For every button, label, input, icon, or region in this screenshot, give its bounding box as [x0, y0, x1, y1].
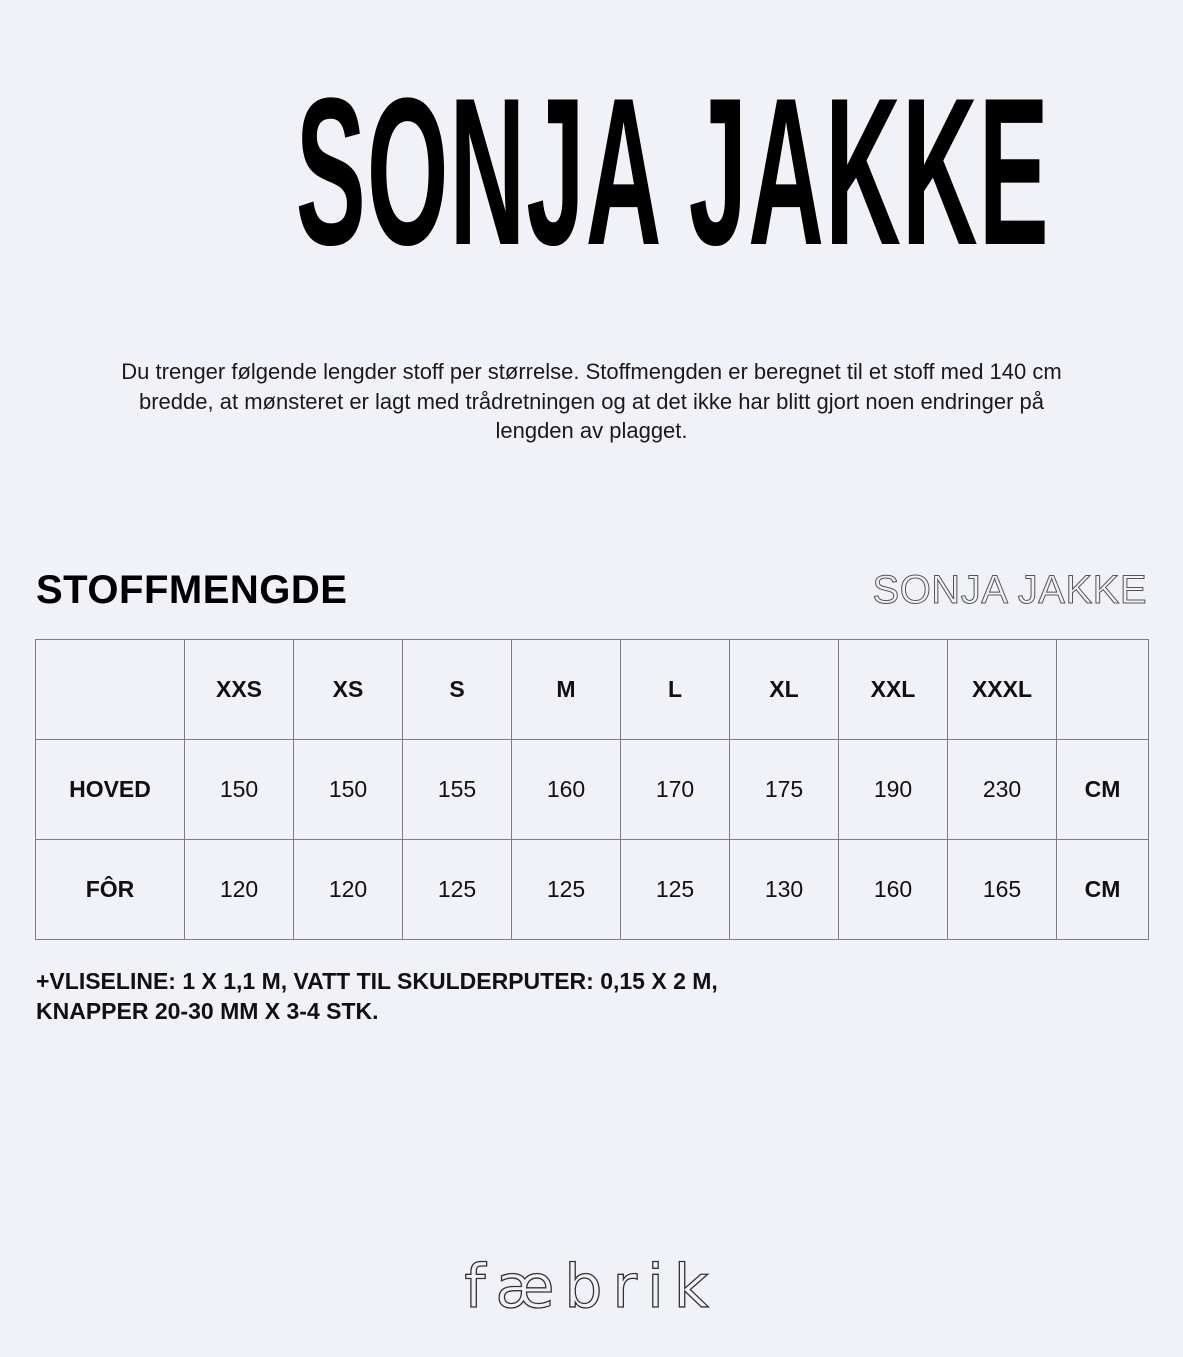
table-cell: 155	[403, 740, 512, 840]
header-cell-size: XXS	[185, 640, 294, 740]
table-cell: 175	[730, 740, 839, 840]
notes-line-1: +VLISELINE: 1 X 1,1 M, VATT TIL SKULDERPUTER: 0,15 X 2 M,	[36, 968, 718, 994]
header-cell-size: S	[403, 640, 512, 740]
header-cell-size: XL	[730, 640, 839, 740]
table-cell: 160	[512, 740, 621, 840]
table-cell: 120	[185, 840, 294, 940]
notes	[36, 967, 718, 1026]
table-cell: 125	[512, 840, 621, 940]
table-cell: 120	[294, 840, 403, 940]
row-label: FÔR	[36, 840, 185, 940]
table-cell: 150	[294, 740, 403, 840]
table-cell: 125	[403, 840, 512, 940]
table-cell: 125	[621, 840, 730, 940]
header-cell-size: XXXL	[948, 640, 1057, 740]
notes-line-2: KNAPPER 20-30 MM X 3-4 STK.	[36, 997, 379, 1024]
intro-text: Du trenger følgende lengder stoff per størrelse. Stoffmengden er beregnet til et stoff med 140 cm bredde, at mønsteret er lagt med trådretningen og at det ikke har blitt gjort noen endringer på lengden av plagget.	[121, 359, 1062, 443]
table-header-row	[36, 640, 1149, 740]
table-row	[36, 840, 1149, 940]
table-cell: 230	[948, 740, 1057, 840]
header-cell-empty	[36, 640, 185, 740]
header-cell-size: L	[621, 640, 730, 740]
fabric-amount-table	[35, 639, 1149, 940]
header-cell-size: M	[512, 640, 621, 740]
section-title: STOFFMENGDE	[36, 568, 348, 612]
fabrik-logo: fæbrik	[464, 1252, 719, 1322]
outline-product-name: SONJA JAKKE	[872, 568, 1147, 612]
header-cell-size: XS	[294, 640, 403, 740]
table-cell: 170	[621, 740, 730, 840]
header-cell-empty	[1057, 640, 1149, 740]
table-cell: 160	[839, 840, 948, 940]
unit-cell: CM	[1057, 840, 1149, 940]
unit-cell: CM	[1057, 740, 1149, 840]
table-cell: 130	[730, 840, 839, 940]
table-cell: 190	[839, 740, 948, 840]
header-cell-size: XXL	[839, 640, 948, 740]
page-title: SONJA JAKKE	[295, 54, 1050, 289]
table-cell: 150	[185, 740, 294, 840]
table-row	[36, 740, 1149, 840]
table-cell: 165	[948, 840, 1057, 940]
row-label: HOVED	[36, 740, 185, 840]
